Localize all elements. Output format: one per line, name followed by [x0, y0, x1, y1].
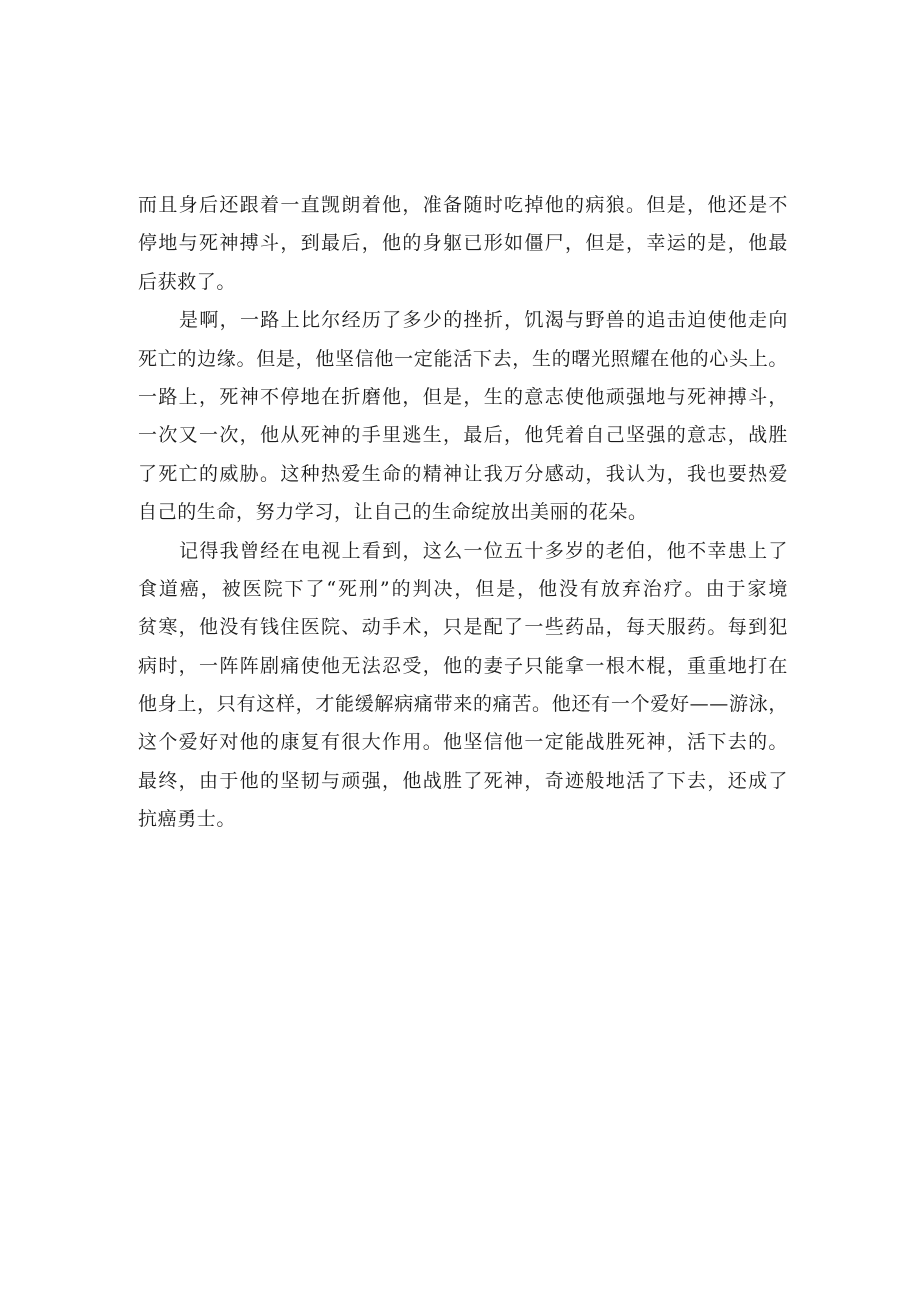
paragraph-line: 病时，一阵阵剧痛使他无法忍受，他的妻子只能拿一根木棍，重重地打在 — [138, 654, 788, 677]
paragraph-line: 一路上，死神不停地在折磨他，但是，生的意志使他顽强地与死神搏斗， — [138, 385, 788, 408]
paragraph-line: 而且身后还跟着一直觊朗着他，准备随时吃掉他的病狼。但是，他还是不 — [138, 194, 788, 216]
paragraph-3 — [138, 532, 788, 839]
paragraph-line: 死亡的边缘。但是，他坚信他一定能活下去，生的曙光照耀在他的心头上。 — [138, 347, 788, 370]
paragraph-line: 是啊，一路上比尔经历了多少的挫折，饥渴与野兽的追击迫使他走向 — [179, 309, 788, 332]
paragraph-line: 最终，由于他的坚韧与顽强，他战胜了死神，奇迹般地活了下去，还成了 — [138, 769, 788, 792]
paragraph-line: 他身上，只有这样，才能缓解病痛带来的痛苦。他还有一个爱好——游泳， — [138, 693, 788, 716]
paragraph-line: 后获救了。 — [138, 270, 237, 293]
paragraph-line: 了死亡的威胁。这种热爱生命的精神让我万分感动，我认为，我也要热爱 — [138, 462, 788, 485]
paragraph-line: 一次又一次，他从死神的手里逃生，最后，他凭着自己坚强的意志，战胜 — [138, 424, 788, 447]
paragraph-line: 贫寒，他没有钱住医院、动手术，只是配了一些药品，每天服药。每到犯 — [138, 616, 788, 639]
paragraph-line: 抗癌勇士。 — [138, 808, 237, 831]
paragraph-line: 这个爱好对他的康复有很大作用。他坚信他一定能战胜死神，活下去的。 — [138, 731, 788, 754]
paragraph-line: 记得我曾经在电视上看到，这么一位五十多岁的老伯，他不幸患上了 — [179, 539, 788, 562]
paragraph-line: 自己的生命，努力学习，让自己的生命绽放出美丽的花朵。 — [138, 501, 648, 524]
paragraph-line: 停地与死神搏斗，到最后，他的身躯已形如僵尸，但是，幸运的是，他最 — [138, 232, 788, 255]
paragraph-line: 食道癌，被医院下了“死刑”的判决，但是，他没有放弃治疗。由于家境 — [138, 577, 788, 600]
paragraph-1 — [138, 186, 788, 301]
document-body — [138, 186, 788, 839]
paragraph-2 — [138, 301, 788, 531]
